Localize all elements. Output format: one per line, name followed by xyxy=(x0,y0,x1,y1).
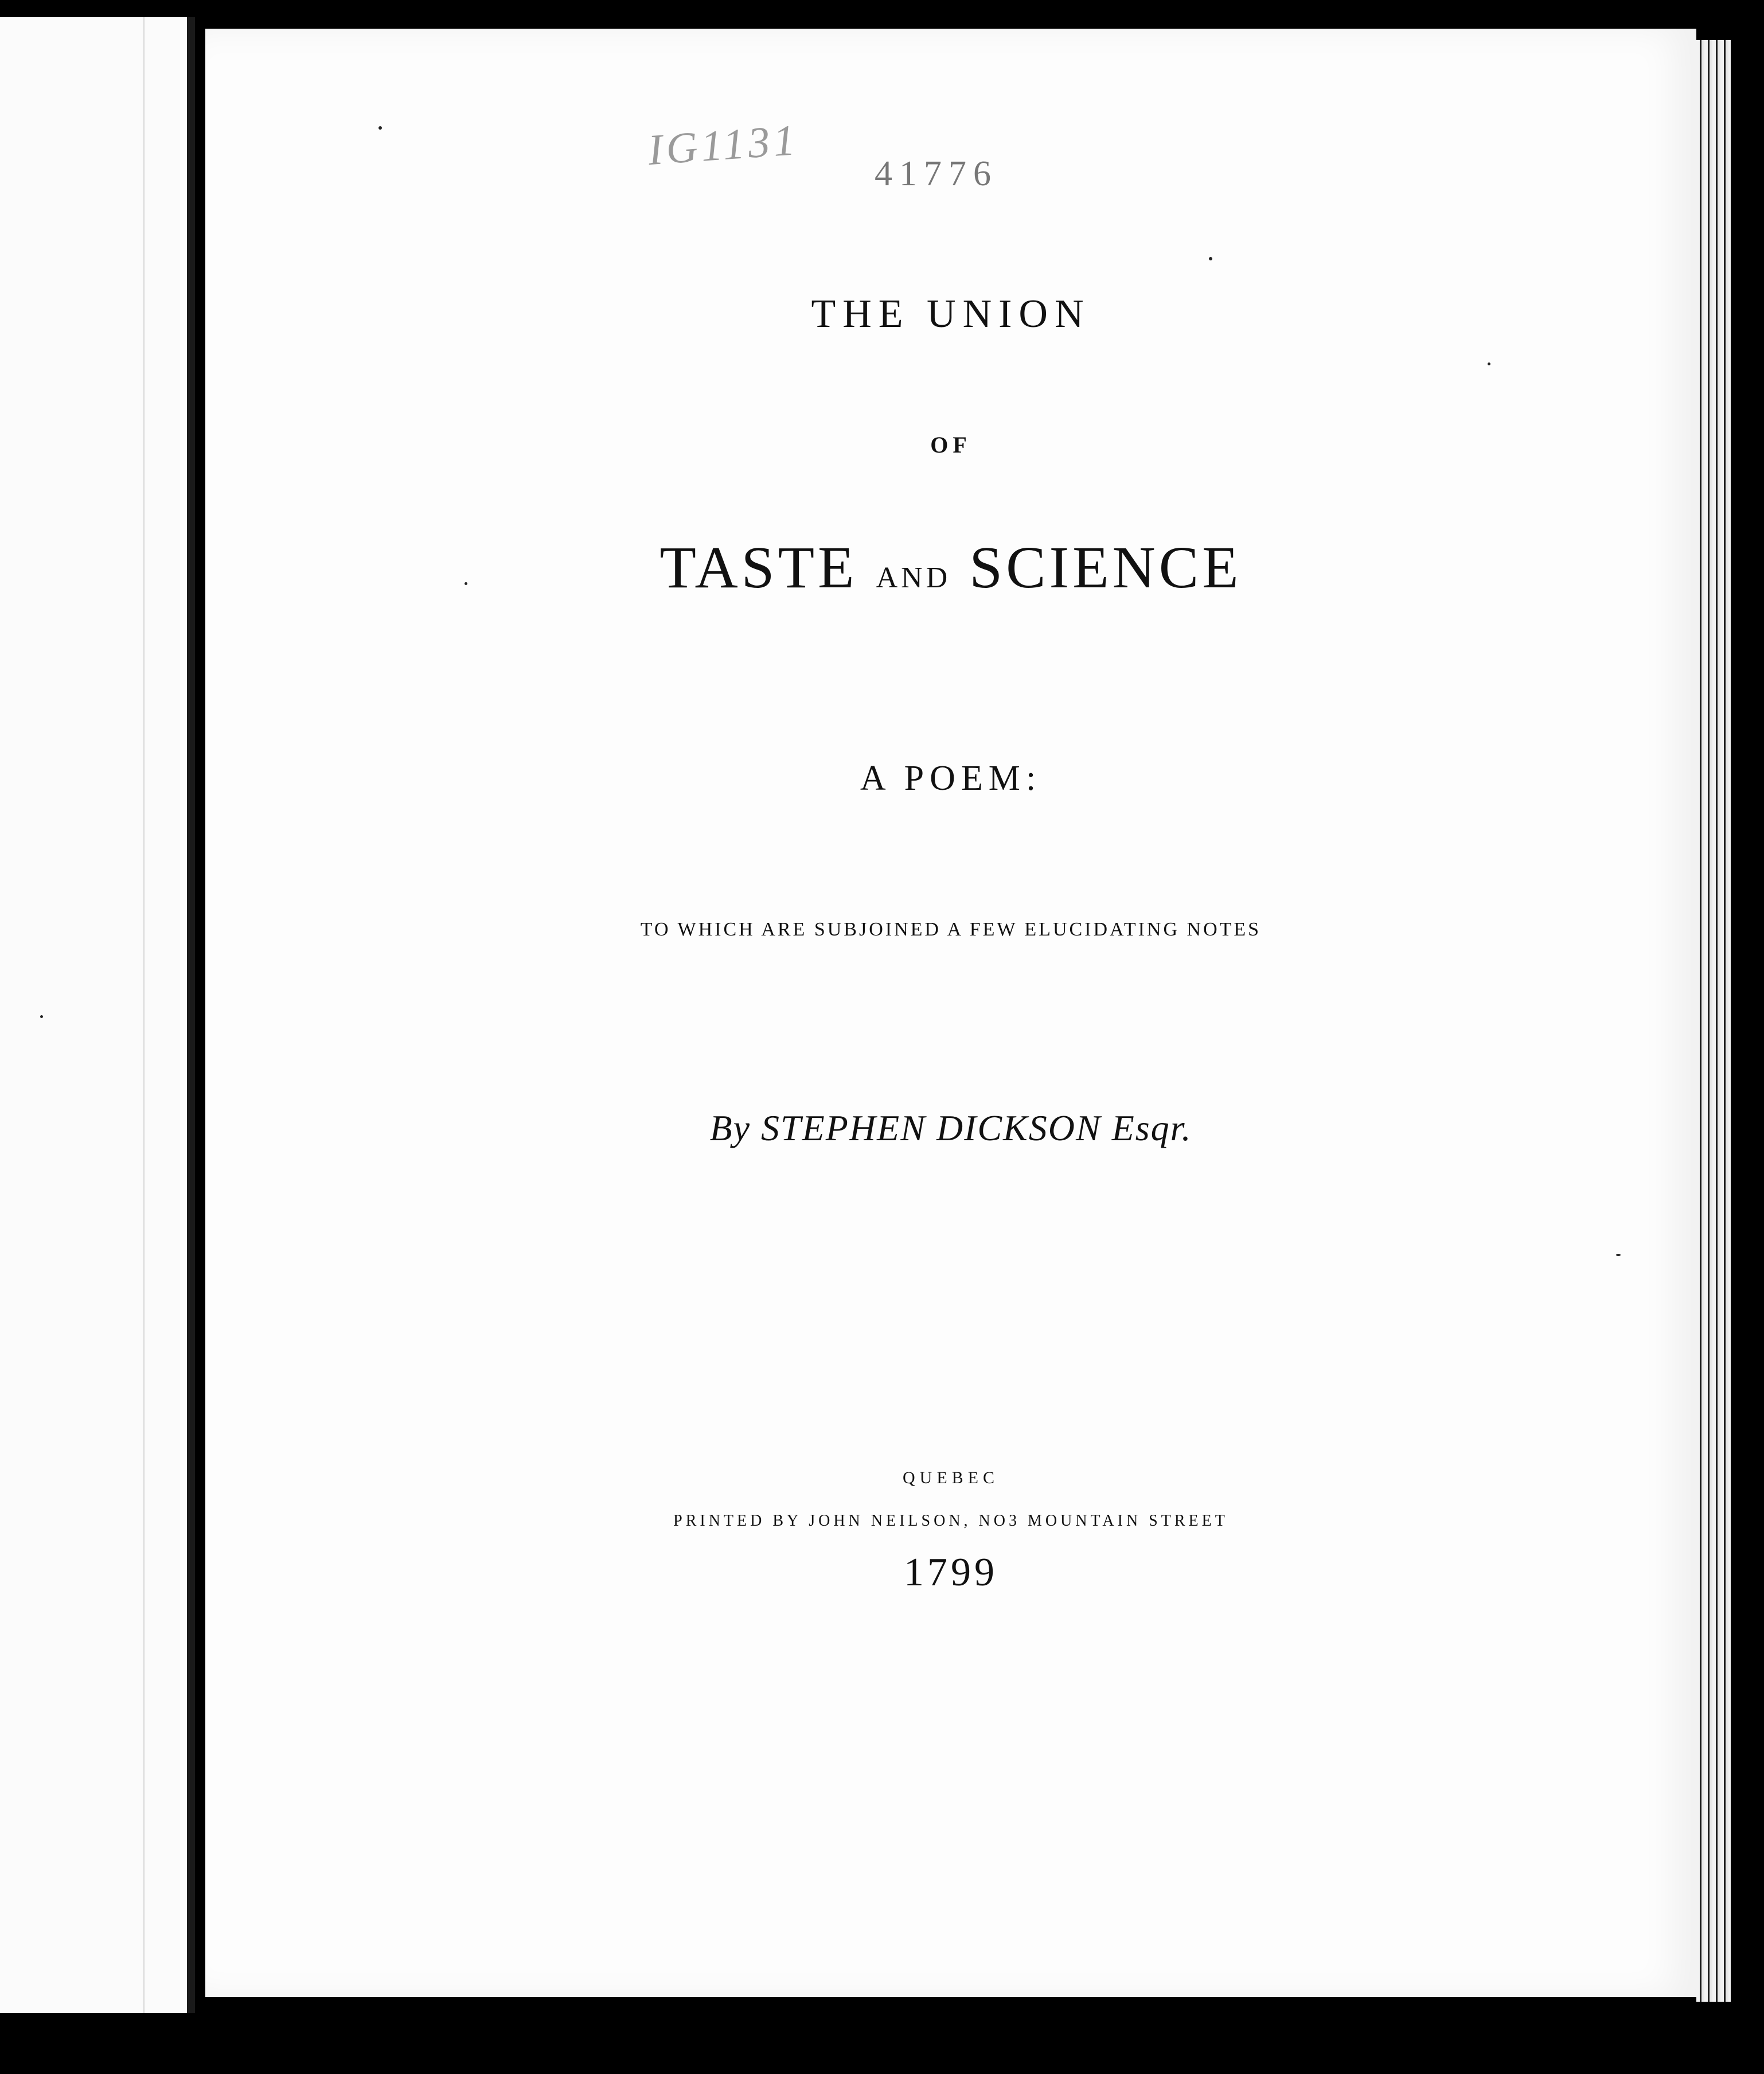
main-title-part1: TASTE xyxy=(659,535,858,601)
right-page-edges xyxy=(1696,40,1731,2002)
title-page xyxy=(205,29,1696,1997)
binding-shadow xyxy=(187,17,195,2013)
imprint-year: 1799 xyxy=(904,1550,998,1595)
subjoined-notes-line: TO WHICH ARE SUBJOINED A FEW ELUCIDATING NOTES xyxy=(640,919,1262,940)
dust-speck xyxy=(1616,1254,1621,1256)
subtitle: A POEM: xyxy=(860,759,1042,798)
left-binding-leaf xyxy=(0,17,195,2013)
main-title-and: AND xyxy=(876,562,951,594)
dust-speck xyxy=(1488,362,1490,365)
dust-speck xyxy=(378,126,382,130)
dust-speck xyxy=(465,582,467,585)
dust-speck xyxy=(1209,257,1212,260)
imprint-printer: PRINTED BY JOHN NEILSON, NO3 MOUNTAIN STREET xyxy=(673,1512,1228,1530)
stamped-accession-number: 41776 xyxy=(875,154,998,193)
dust-speck xyxy=(40,1015,43,1018)
title-line-1: THE UNION xyxy=(811,292,1091,336)
title-connector: OF xyxy=(930,432,971,458)
imprint-place: QUEBEC xyxy=(903,1468,999,1487)
main-title-part2: SCIENCE xyxy=(969,535,1242,601)
leaf-fold-line xyxy=(143,17,145,2013)
main-title xyxy=(291,533,1610,602)
handwritten-shelfmark: IG1131 xyxy=(646,115,801,175)
author-line: By STEPHEN DICKSON Esqr. xyxy=(709,1108,1192,1148)
